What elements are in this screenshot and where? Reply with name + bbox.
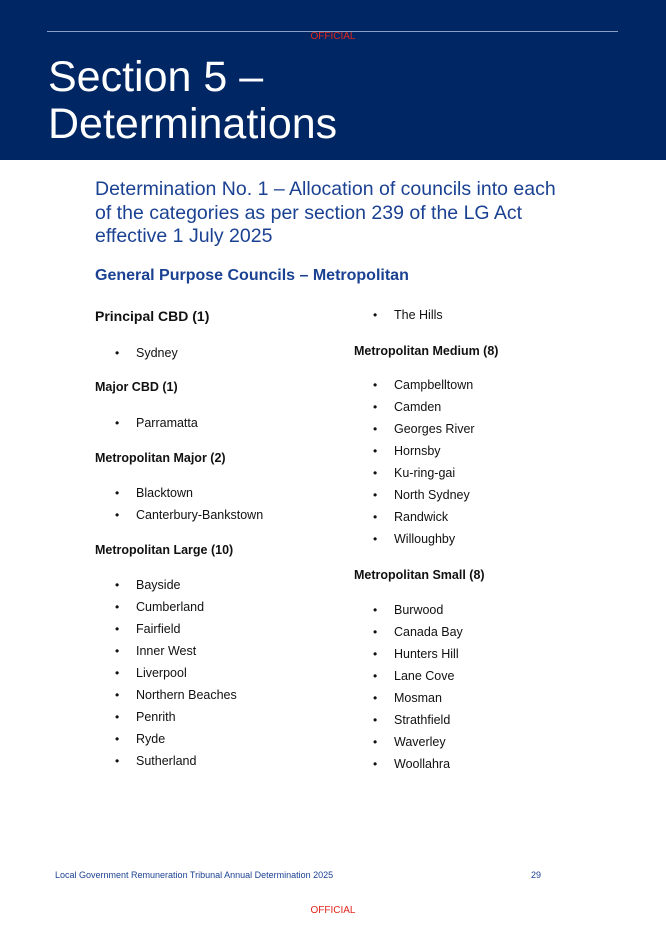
category-list-metropolitan-large: [95, 574, 237, 772]
bullet-icon: •: [115, 508, 120, 522]
page-number: 29: [531, 870, 542, 880]
bullet-icon: •: [373, 647, 378, 661]
council-name: Ryde: [136, 732, 166, 746]
bullet-icon: •: [115, 644, 120, 658]
bullet-icon: •: [373, 625, 378, 639]
list-item: [353, 753, 463, 775]
list-item: [353, 599, 463, 621]
bullet-icon: •: [115, 732, 120, 746]
council-name: Canada Bay: [394, 625, 463, 639]
bullet-icon: •: [373, 466, 378, 480]
council-name: Hunters Hill: [394, 647, 459, 661]
list-item: [95, 504, 263, 526]
bullet-icon: •: [115, 578, 120, 592]
list-item: [95, 684, 237, 706]
list-item: [353, 528, 475, 550]
category-heading-metropolitan-small: Metropolitan Small (8): [354, 568, 485, 582]
council-name: Fairfield: [136, 622, 181, 636]
bullet-icon: •: [373, 488, 378, 502]
council-name: Canterbury-Bankstown: [136, 508, 264, 522]
bullet-icon: •: [373, 757, 378, 771]
council-name: Camden: [394, 400, 442, 414]
category-list-metropolitan-major: [95, 482, 263, 526]
list-item: [95, 706, 237, 728]
council-name: Bayside: [136, 578, 181, 592]
council-name: Sydney: [136, 346, 178, 360]
council-name: Waverley: [394, 735, 446, 749]
council-name: Burwood: [394, 603, 444, 617]
bullet-icon: •: [115, 754, 120, 768]
bullet-icon: •: [115, 688, 120, 702]
council-name: Mosman: [394, 691, 442, 705]
category-heading-principal-cbd: Principal CBD (1): [95, 308, 210, 324]
section-title-line-2: Determinations: [48, 100, 338, 148]
bullet-icon: •: [373, 510, 378, 524]
list-item: [353, 506, 475, 528]
bullet-icon: •: [115, 486, 120, 500]
list-item: [353, 440, 475, 462]
list-item: [95, 342, 178, 364]
bullet-icon: •: [373, 735, 378, 749]
bullet-icon: •: [373, 444, 378, 458]
section-title: [48, 54, 337, 148]
list-item: [95, 574, 237, 596]
bullet-icon: •: [373, 400, 378, 414]
list-item: [353, 687, 463, 709]
category-heading-metropolitan-major: Metropolitan Major (2): [95, 451, 226, 465]
council-name: Cumberland: [136, 600, 205, 614]
council-name: Northern Beaches: [136, 688, 237, 702]
list-item: [353, 374, 475, 396]
council-name: Parramatta: [136, 416, 198, 430]
footer-text: Local Government Remuneration Tribunal Annual Determination 2025: [55, 870, 334, 880]
list-item: [95, 728, 237, 750]
council-name: Ku-ring-gai: [394, 466, 456, 480]
council-name: Inner West: [136, 644, 197, 658]
category-heading-major-cbd: Major CBD (1): [95, 380, 178, 394]
subheading: General Purpose Councils – Metropolitan: [95, 267, 409, 284]
bullet-icon: •: [373, 532, 378, 546]
list-item: [95, 750, 237, 772]
list-item: [353, 462, 475, 484]
list-item: [95, 596, 237, 618]
bullet-icon: •: [115, 416, 120, 430]
bullet-icon: •: [373, 422, 378, 436]
council-name: North Sydney: [394, 488, 470, 502]
category-list-principal-cbd: [95, 342, 178, 364]
council-name: Georges River: [394, 422, 475, 436]
continued-list: [353, 304, 443, 326]
bullet-icon: •: [115, 622, 120, 636]
list-item: [353, 418, 475, 440]
council-name: Woollahra: [394, 757, 451, 771]
classification-label-bottom: OFFICIAL: [310, 905, 356, 916]
category-heading-metropolitan-medium: Metropolitan Medium (8): [354, 344, 499, 358]
list-item: [95, 640, 237, 662]
council-name: Strathfield: [394, 713, 451, 727]
list-item: [353, 709, 463, 731]
bullet-icon: •: [373, 691, 378, 705]
bullet-icon: •: [373, 713, 378, 727]
section-title-line-1: Section 5 –: [48, 53, 264, 101]
council-name: Randwick: [394, 510, 449, 524]
list-item: [353, 665, 463, 687]
council-name: Sutherland: [136, 754, 197, 768]
list-item: [353, 731, 463, 753]
council-name: The Hills: [394, 308, 443, 322]
council-name: Campbelltown: [394, 378, 474, 392]
category-list-metropolitan-medium: [353, 374, 475, 550]
list-item: [95, 662, 237, 684]
bullet-icon: •: [115, 666, 120, 680]
bullet-icon: •: [373, 378, 378, 392]
list-item: [95, 412, 198, 434]
council-name: Willoughby: [394, 532, 456, 546]
list-item: [353, 484, 475, 506]
bullet-icon: •: [115, 346, 120, 360]
council-name: Lane Cove: [394, 669, 455, 683]
bullet-icon: •: [373, 669, 378, 683]
list-item: [95, 618, 237, 640]
list-item: [353, 396, 475, 418]
council-name: Penrith: [136, 710, 176, 724]
determination-heading: Determination No. 1 – Allocation of councils into each of the categories as per section 239 of the LG Act effective 1 July 2025: [95, 178, 556, 247]
council-name: Hornsby: [394, 444, 441, 458]
category-list-metropolitan-small: [353, 599, 463, 775]
bullet-icon: •: [373, 308, 378, 322]
classification-label-top: OFFICIAL: [310, 31, 356, 42]
council-name: Blacktown: [136, 486, 193, 500]
list-item: [353, 621, 463, 643]
list-item: [353, 643, 463, 665]
bullet-icon: •: [115, 710, 120, 724]
category-list-major-cbd: [95, 412, 198, 434]
council-name: Liverpool: [136, 666, 187, 680]
bullet-icon: •: [373, 603, 378, 617]
list-item: [95, 482, 263, 504]
bullet-icon: •: [115, 600, 120, 614]
category-heading-metropolitan-large: Metropolitan Large (10): [95, 543, 234, 557]
list-item: [353, 304, 443, 326]
